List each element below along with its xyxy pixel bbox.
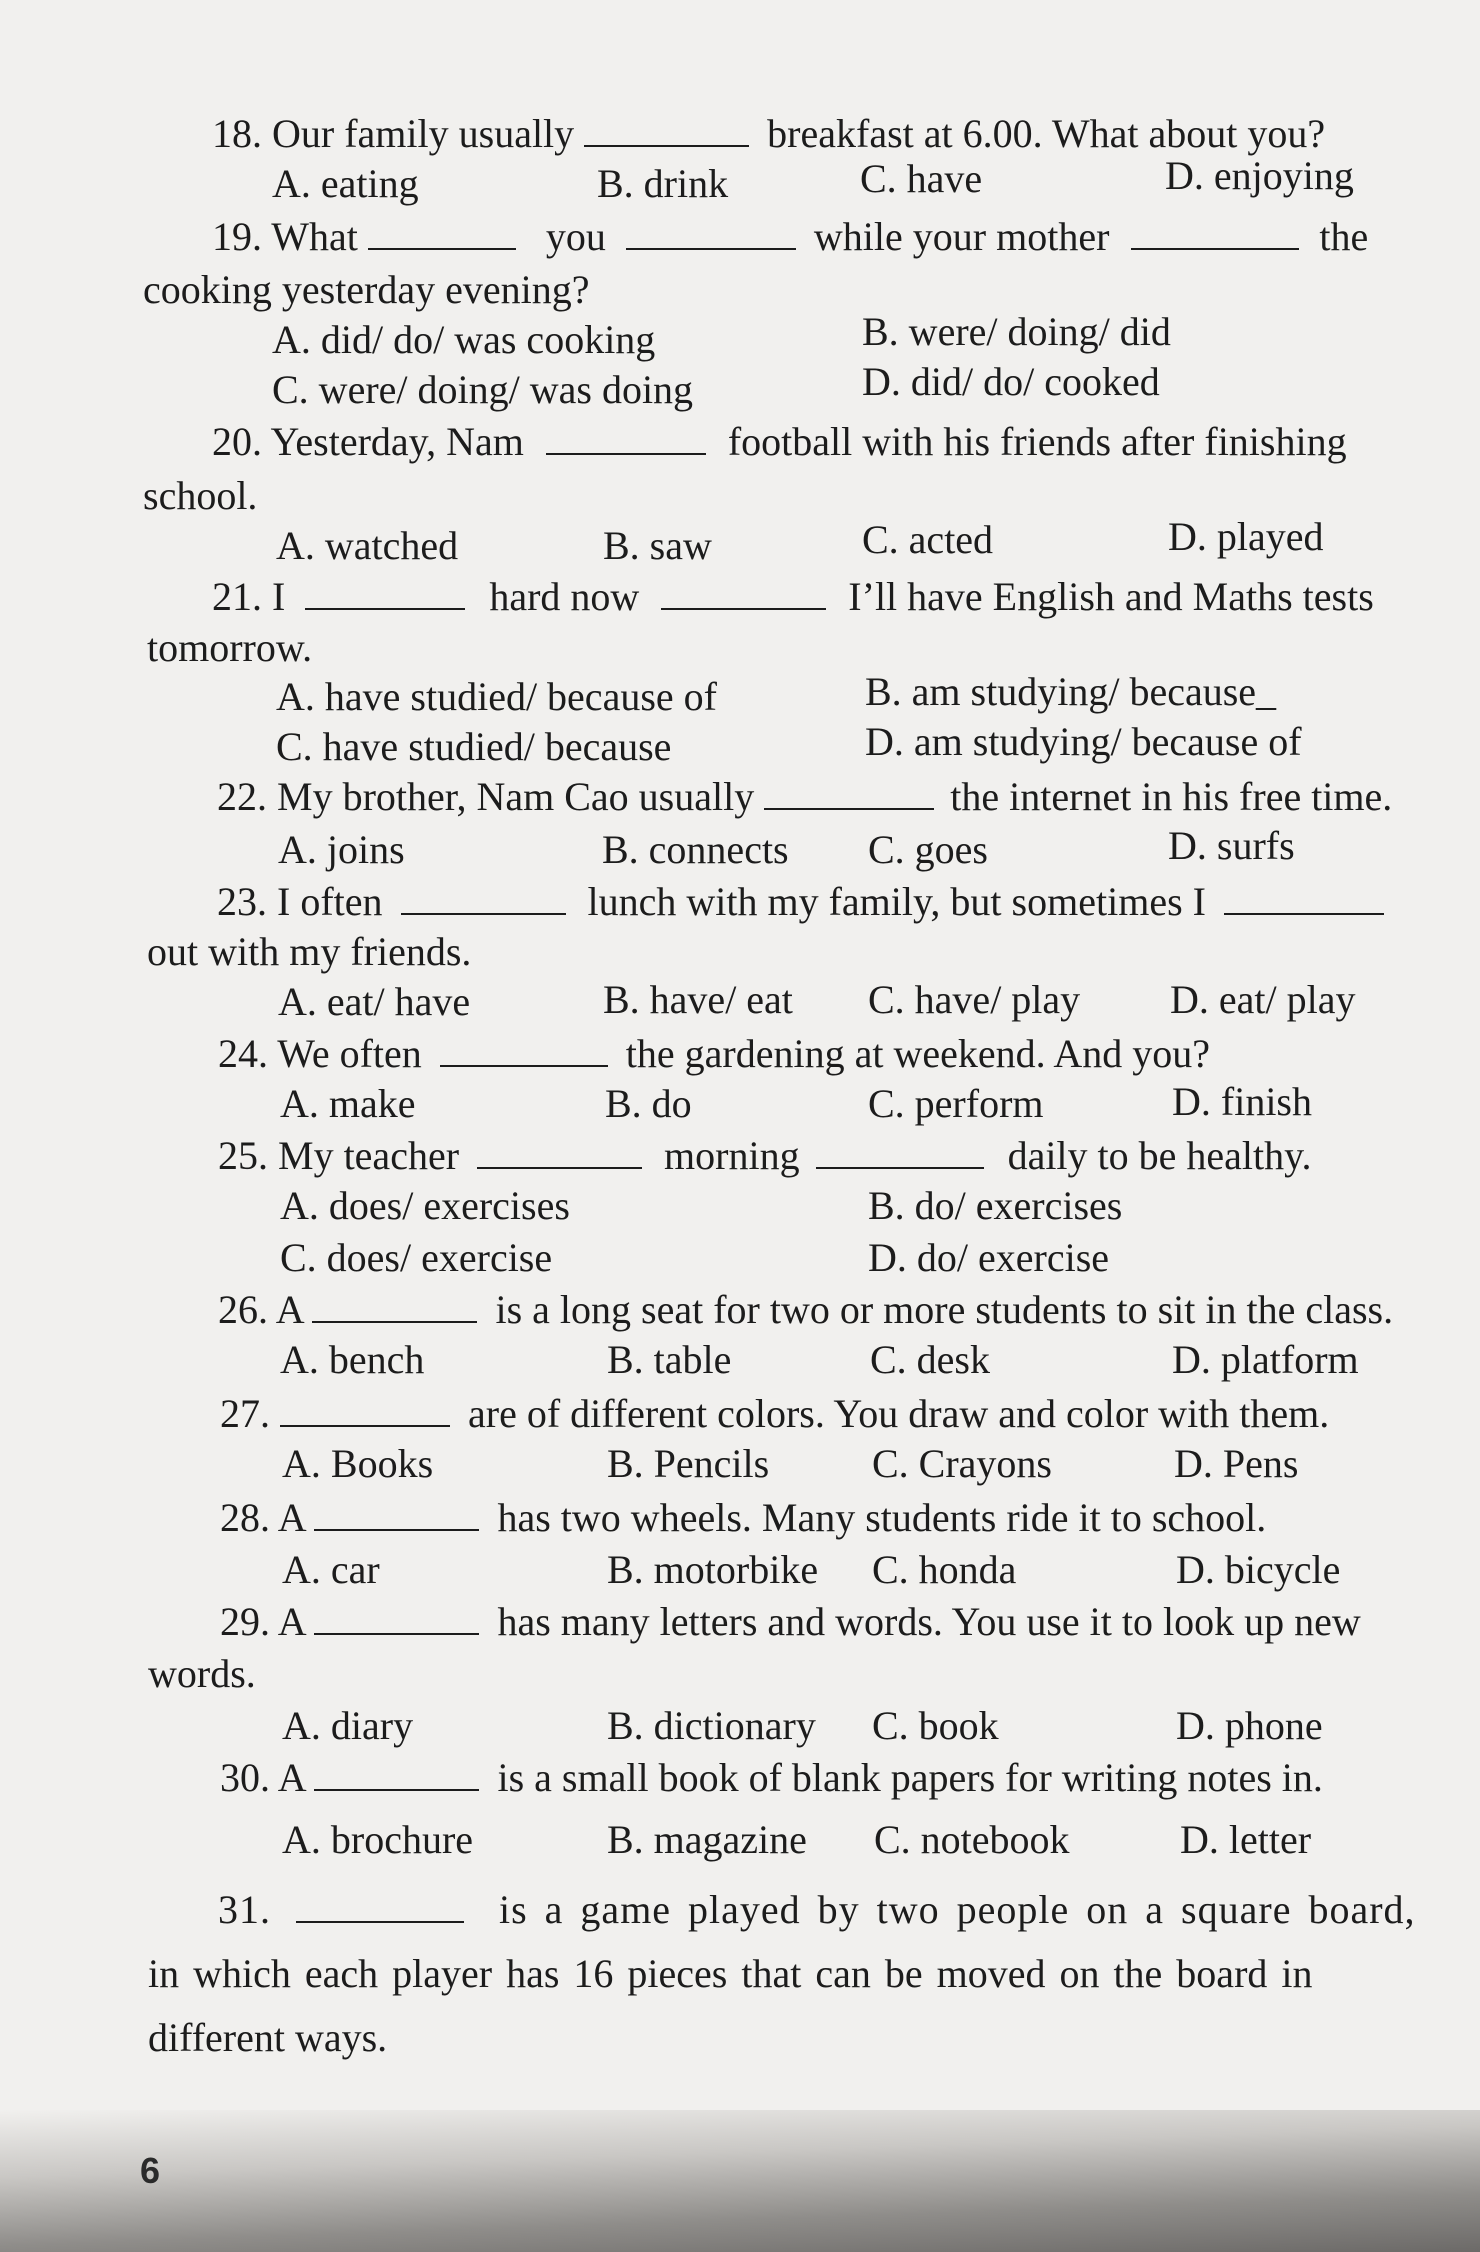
option-d[interactable]: D. Pens — [1174, 1441, 1299, 1486]
page-number: 6 — [140, 2150, 161, 2191]
answer-blank[interactable] — [280, 1393, 450, 1427]
question-25-stem: 25. My teacher morning daily to be healthy. — [218, 1133, 1312, 1178]
option-a[interactable]: A. have studied/ because of — [276, 674, 717, 719]
question-19-stem: 19. What you while your mother the — [212, 214, 1369, 259]
option-d[interactable]: D. do/ exercise — [868, 1235, 1110, 1280]
option-c[interactable]: C. desk — [870, 1337, 990, 1382]
page-footer-shadow — [0, 2110, 1480, 2252]
option-a[interactable]: A. eat/ have — [278, 979, 471, 1024]
option-c[interactable]: C. were/ doing/ was doing — [272, 367, 694, 412]
option-d[interactable]: D. did/ do/ cooked — [862, 359, 1160, 404]
option-b[interactable]: B. drink — [597, 161, 729, 206]
answer-blank[interactable] — [764, 776, 934, 810]
question-31-stem-cont: in which each player has 16 pieces that can be moved on the board in — [148, 1951, 1313, 1996]
question-24-stem: 24. We often the gardening at weekend. And you? — [218, 1031, 1211, 1076]
option-a[interactable]: A. does/ exercises — [280, 1183, 570, 1228]
question-18-stem: 18. Our family usually breakfast at 6.00. What about you? — [212, 111, 1326, 156]
option-b[interactable]: B. do/ exercises — [868, 1183, 1123, 1228]
answer-blank[interactable] — [440, 1033, 608, 1067]
answer-blank[interactable] — [1224, 881, 1384, 915]
option-d[interactable]: D. finish — [1172, 1079, 1312, 1124]
option-c[interactable]: C. Crayons — [872, 1441, 1052, 1486]
answer-blank[interactable] — [368, 216, 516, 250]
question-23-stem: 23. I often lunch with my family, but sometimes I — [217, 878, 1384, 926]
answer-blank[interactable] — [477, 1135, 642, 1169]
answer-blank[interactable] — [1131, 216, 1299, 250]
question-31-stem-cont-2: different ways. — [148, 2015, 388, 2060]
question-21-stem-cont: tomorrow. — [147, 625, 313, 670]
option-d[interactable]: D. am studying/ because of — [865, 719, 1302, 764]
option-a[interactable]: A. brochure — [282, 1817, 474, 1862]
answer-blank[interactable] — [584, 113, 749, 147]
option-b[interactable]: B. have/ eat — [603, 977, 793, 1022]
option-b[interactable]: B. do — [605, 1081, 692, 1126]
option-b[interactable]: B. were/ doing/ did — [862, 309, 1171, 354]
option-c[interactable]: C. perform — [868, 1081, 1044, 1126]
answer-blank[interactable] — [661, 576, 826, 610]
option-a[interactable]: A. watched — [276, 523, 459, 568]
option-d[interactable]: D. eat/ play — [1170, 977, 1356, 1022]
option-a[interactable]: A. did/ do/ was cooking — [272, 317, 656, 362]
option-b[interactable]: B. magazine — [607, 1817, 807, 1862]
option-b[interactable]: B. dictionary — [607, 1703, 816, 1748]
question-30-stem: 30. A is a small book of blank papers for writing notes in. — [220, 1755, 1323, 1800]
option-c[interactable]: C. have/ play — [868, 977, 1081, 1022]
option-b[interactable]: B. table — [607, 1337, 732, 1382]
question-29-stem-cont: words. — [148, 1651, 256, 1696]
option-b[interactable]: B. saw — [603, 523, 712, 568]
question-27-stem: 27. are of different colors. You draw and color with them. — [220, 1391, 1330, 1436]
option-a[interactable]: A. bench — [280, 1337, 425, 1382]
question-31-stem: 31. is a game played by two people on a square board, — [218, 1887, 1416, 1932]
option-a[interactable]: A. diary — [282, 1703, 414, 1748]
question-28-stem: 28. A has two wheels. Many students ride it to school. — [220, 1495, 1267, 1540]
question-21-stem: 21. I hard now I’ll have English and Maths tests — [212, 574, 1374, 619]
question-20-stem: 20. Yesterday, Nam football with his friends after finishing — [212, 419, 1347, 464]
question-19-stem-cont: cooking yesterday evening? — [143, 267, 590, 312]
option-b[interactable]: B. am studying/ because_ — [865, 669, 1277, 714]
answer-blank[interactable] — [626, 216, 796, 250]
answer-blank[interactable] — [816, 1135, 984, 1169]
answer-blank[interactable] — [314, 1601, 479, 1635]
option-c[interactable]: C. have — [860, 156, 983, 201]
option-a[interactable]: A. eating — [272, 161, 419, 206]
option-d[interactable]: D. bicycle — [1176, 1547, 1341, 1592]
option-d[interactable]: D. phone — [1176, 1703, 1323, 1748]
option-c[interactable]: C. book — [872, 1703, 999, 1748]
option-a[interactable]: A. Books — [282, 1441, 434, 1486]
option-a[interactable]: A. make — [280, 1081, 416, 1126]
option-c[interactable]: C. have studied/ because — [276, 724, 672, 769]
question-22-stem: 22. My brother, Nam Cao usually the internet in his free time. — [217, 774, 1393, 819]
option-c[interactable]: C. acted — [862, 517, 994, 562]
option-c[interactable]: C. goes — [868, 827, 988, 872]
option-d[interactable]: D. surfs — [1168, 823, 1295, 868]
option-b[interactable]: B. motorbike — [607, 1547, 819, 1592]
question-29-stem: 29. A has many letters and words. You use it to look up new — [220, 1599, 1361, 1644]
option-d[interactable]: D. platform — [1172, 1337, 1359, 1382]
question-26-stem: 26. A is a long seat for two or more students to sit in the class. — [218, 1287, 1394, 1332]
answer-blank[interactable] — [546, 421, 706, 455]
question-23-stem-cont: out with my friends. — [147, 929, 472, 974]
option-c[interactable]: C. honda — [872, 1547, 1017, 1592]
answer-blank[interactable] — [401, 881, 566, 915]
answer-blank[interactable] — [305, 576, 465, 610]
option-a[interactable]: A. car — [282, 1547, 380, 1592]
option-c[interactable]: C. notebook — [874, 1817, 1070, 1862]
option-a[interactable]: A. joins — [278, 827, 405, 872]
answer-blank[interactable] — [312, 1289, 477, 1323]
option-b[interactable]: B. connects — [602, 827, 789, 872]
option-d[interactable]: D. played — [1168, 514, 1324, 559]
option-b[interactable]: B. Pencils — [607, 1441, 770, 1486]
option-c[interactable]: C. does/ exercise — [280, 1235, 553, 1280]
answer-blank[interactable] — [314, 1497, 479, 1531]
option-d[interactable]: D. letter — [1180, 1817, 1312, 1862]
answer-blank[interactable] — [314, 1757, 479, 1791]
question-20-stem-cont: school. — [143, 473, 258, 518]
answer-blank[interactable] — [296, 1889, 464, 1923]
option-d[interactable]: D. enjoying — [1165, 153, 1354, 198]
